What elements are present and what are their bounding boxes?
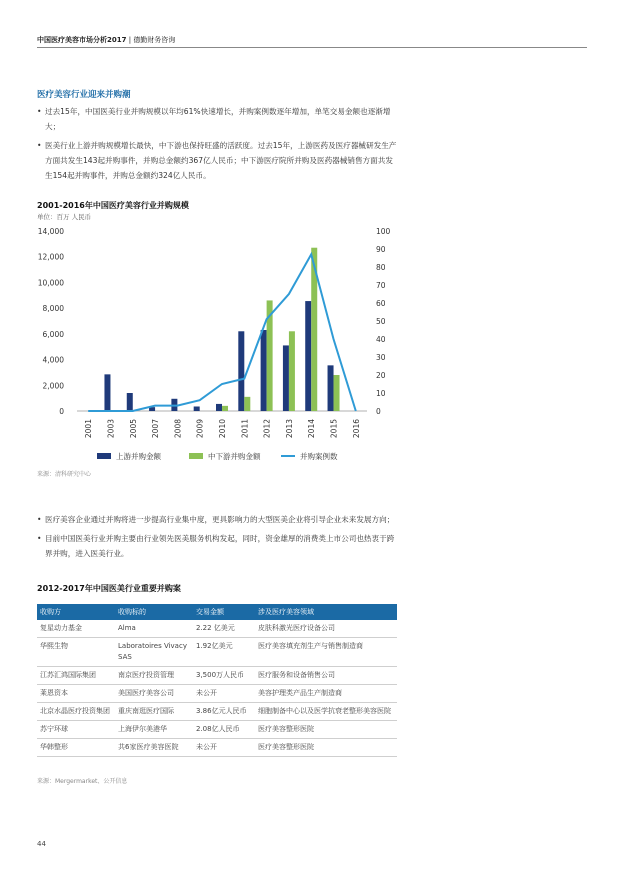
y2-tick-label: 100 [376,227,391,236]
table-cell: 未公开 [193,739,255,757]
bar-downstream [289,331,295,411]
y2-tick-label: 60 [376,299,386,308]
table-row [37,620,397,638]
table-row [37,721,397,739]
bullet-item: • 目前中国医美行业并购主要由行业领先医美服务机构发起，同时，资金雄厚的消费类上市公司也热衷于跨界并购，进入医美行业。 [37,531,397,561]
chart-title: 2001-2016年中国医疗美容行业并购规模 [37,201,189,210]
bar-upstream [283,345,289,411]
table-header-cell: 收购方 [37,604,115,620]
x-tick-label: 2015 [329,419,339,439]
y-tick-label: 6,000 [42,329,64,339]
x-tick-label: 2009 [195,419,205,439]
table-cell: 华熙生物 [37,638,115,667]
x-tick-label: 2013 [284,419,294,439]
x-tick-label: 2007 [151,419,161,439]
bullet-list-bottom [37,512,397,565]
table-cell: Alma [115,620,193,638]
bar-upstream [305,301,311,411]
table-cell: 皮肤科激光医疗设备公司 [255,620,397,638]
table-row [37,685,397,703]
header-separator: | [128,36,132,44]
legend-swatch [189,453,203,459]
table-cell: 1.92亿美元 [193,638,255,667]
x-tick-label: 2008 [173,419,183,439]
x-tick-label: 2014 [307,419,317,439]
table-header-cell: 涉及医疗美容领域 [255,604,397,620]
table-header-cell: 交易金额 [193,604,255,620]
bar-downstream [222,406,228,411]
table-cell: 医疗美容整形医院 [255,739,397,757]
bullet-list-top [37,104,397,187]
bar-upstream [238,331,244,411]
table-cell: 复星动力基金 [37,620,115,638]
org-name: 德勤财务咨询 [133,36,176,44]
x-tick-label: 2011 [240,419,250,439]
x-tick-label: 2003 [106,419,116,439]
table-row [37,739,397,757]
bar-upstream [261,330,267,411]
section-title: 医疗美容行业迎来并购潮 [37,90,131,100]
table-row [37,667,397,685]
table-cell: 莱恩资本 [37,685,115,703]
bar-upstream [216,404,222,411]
y2-tick-label: 20 [376,371,386,380]
table-cell: 重庆南逛医疗国际 [115,703,193,721]
y2-tick-label: 90 [376,245,386,254]
page-header [37,35,175,45]
bullet-item: • 医美行业上游并购规模增长最快，中下游也保持旺盛的活跃度。过去15年，上游医药及医疗器械研发生产方面共发生143起并购事件，并购总金额约367亿人民币；中下游医疗院所并购及医药器械销售方面共发生154起并购事件，并购总金额约324亿人民币。 [37,138,397,183]
table-cell: 华韩整形 [37,739,115,757]
table-row [37,638,397,667]
table-title: 2012-2017年中国医美行业重要并购案 [37,584,181,593]
deals-table [37,604,397,757]
x-tick-label: 2001 [84,419,94,439]
x-tick-label: 2016 [351,419,361,439]
report-title: 中国医疗美容市场分析2017 [37,36,127,44]
table-cell: 苏宁环球 [37,721,115,739]
table-cell: 医疗服务和设备销售公司 [255,667,397,685]
y-tick-label: 10,000 [37,278,64,288]
y2-tick-label: 30 [376,353,386,362]
table-cell: 南京医疗投资管理 [115,667,193,685]
ma-chart [0,220,420,470]
bullet-item: • 过去15年，中国医美行业并购规模以年均61%快速增长，并购案例数逐年增加，单笔交易金额也逐渐增大； [37,104,397,134]
y-tick-label: 4,000 [42,355,64,365]
table-cell: 未公开 [193,685,255,703]
y-tick-label: 0 [59,407,64,416]
table-body [37,620,397,757]
table-cell: 2.08亿人民币 [193,721,255,739]
x-tick-label: 2012 [262,419,272,439]
bar-downstream [244,397,250,411]
chart-container [0,220,420,470]
legend-label: 上游并购金额 [116,452,161,461]
table-cell: 医疗美容填充剂生产与销售制造商 [255,638,397,667]
y2-tick-label: 0 [376,407,381,416]
bar-upstream [328,365,334,411]
legend-label: 中下游并购金额 [208,452,261,461]
table-cell: 美国医疗美容公司 [115,685,193,703]
page-number: 44 [37,840,46,848]
chart-unit: 单位：百万 人民币 [37,213,92,221]
y-tick-label: 14,000 [37,227,64,236]
table-cell: 2.22 亿美元 [193,620,255,638]
table-cell: 江苏汇鸿国际集团 [37,667,115,685]
table-cell: 美容护理类产品生产制造商 [255,685,397,703]
table-source: 来源：Mergermarket、公开信息 [37,778,128,785]
legend-swatch [97,453,111,459]
table-cell: 共6家医疗美容医院 [115,739,193,757]
table-cell: 3.86亿元人民币 [193,703,255,721]
table-header-cell: 收购标的 [115,604,193,620]
y2-tick-label: 50 [376,317,386,326]
table-cell: 医疗美容整形医院 [255,721,397,739]
table-cell: Laboratoires Vivacy SAS [115,638,193,667]
table-cell: 上海伊尔美港华 [115,721,193,739]
y-tick-label: 8,000 [42,304,64,314]
y2-tick-label: 10 [376,389,386,398]
bullet-item: • 医疗美容企业通过并购将进一步提高行业集中度，更具影响力的大型医美企业将引导企业未来发展方向； [37,512,397,527]
x-tick-label: 2010 [218,419,227,439]
bar-upstream [104,374,110,411]
y2-tick-label: 40 [376,335,386,344]
y2-tick-label: 70 [376,281,386,290]
y-tick-label: 2,000 [42,381,64,391]
table-row [37,703,397,721]
chart-source: 来源：清科研究中心 [37,471,92,478]
bar-upstream [194,407,200,412]
table-header-row [37,604,397,620]
header-rule [37,47,587,48]
legend-label: 并购案例数 [300,452,338,461]
table-cell: 3,500万人民币 [193,667,255,685]
table-cell: 细胞制备中心以及医学抗衰老整形美容医院 [255,703,397,721]
bar-downstream [334,375,340,411]
bar-upstream [127,393,133,411]
table-cell: 北京水晶医疗投资集团 [37,703,115,721]
y2-tick-label: 80 [376,263,386,272]
x-tick-label: 2005 [128,419,138,439]
y-tick-label: 12,000 [37,252,64,262]
